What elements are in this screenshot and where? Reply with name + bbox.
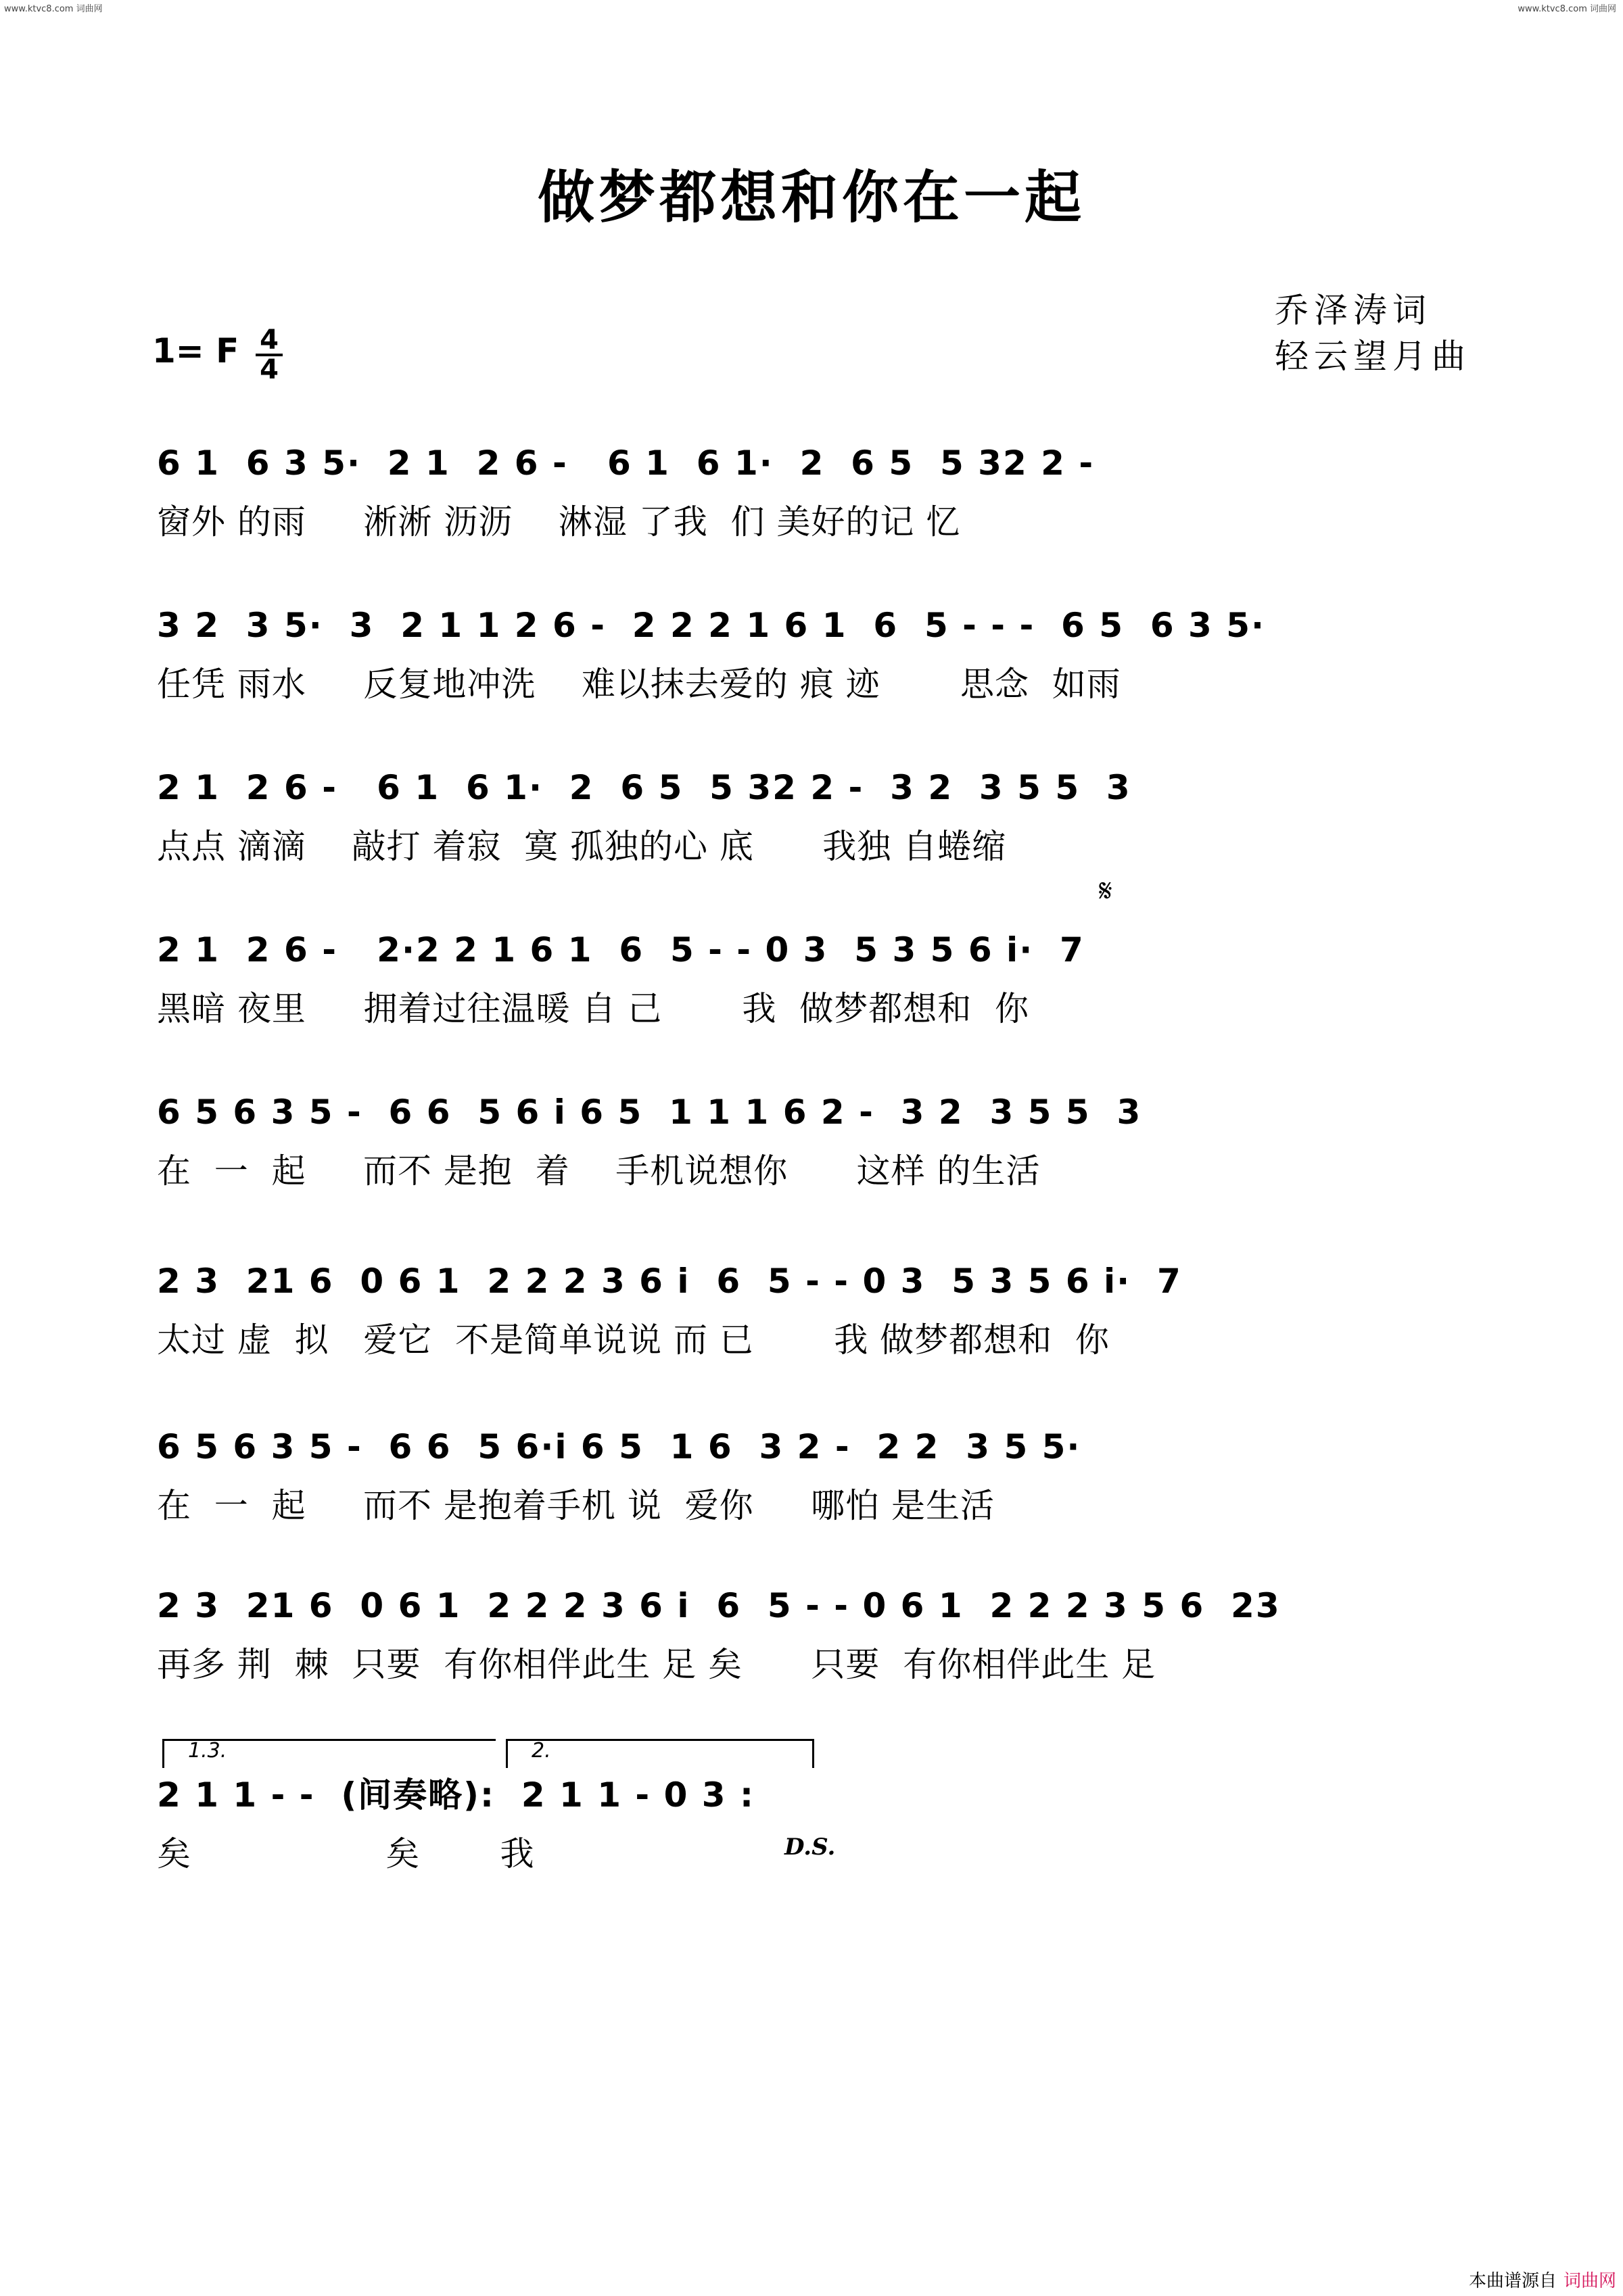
- footer-brand: 词曲网: [1563, 2271, 1616, 2291]
- lyrics-row-7: 在 一 起 而不 是抱着手机 说 爱你 哪怕 是生活: [157, 1486, 995, 1525]
- second-ending-bracket: [506, 1739, 814, 1768]
- score-row-8: [157, 1575, 1476, 1686]
- score-row-6: [157, 1251, 1476, 1362]
- notes-row-7: 6 5 6 3 5 - 6 6 5 6·i 6 5 1 6 3 2 - 2 2 3 5 5·: [157, 1427, 1081, 1466]
- lyrics-row-5: 在 一 起 而不 是抱 着 手机说想你 这样 的生活: [157, 1151, 1041, 1191]
- lyrics-row-8: 再多 荆 棘 只要 有你相伴此生 足 矣 只要 有你相伴此生 足: [157, 1645, 1156, 1684]
- ds-mark: D.S.: [784, 1834, 836, 1861]
- site-watermark-left: www.ktvc8.com 词曲网: [4, 4, 103, 14]
- score-row-3: [157, 757, 1476, 868]
- lyrics-row-1: 窗外 的雨 淅淅 沥沥 淋湿 了我 们 美好的记 忆: [157, 502, 961, 542]
- score-row-4: [157, 919, 1476, 1030]
- song-title: 做梦都想和你在一起: [537, 164, 1085, 231]
- second-ending-label: 2.: [532, 1739, 551, 1763]
- lyrics-row-2: 任凭 雨水 反复地冲洗 难以抹去爱的 痕 迹 思念 如雨: [157, 665, 1121, 704]
- notes-row-8: 2 3 21 6 0 6 1 2 2 2 3 6 i 6 5 - - 0 6 1 2 2 2 3 5 6 23: [157, 1586, 1281, 1625]
- time-bottom: 4: [260, 354, 279, 385]
- notes-row-2: 3 2 3 5· 3 2 1 1 2 6 - 2 2 2 1 6 1 6 5 - - - 6 5 6 3 5·: [157, 606, 1266, 645]
- lyrics-row-9: 矣 矣 我: [157, 1834, 535, 1873]
- notes-row-9: 2 1 1 - - (间奏略): 2 1 1 - 0 3 :: [157, 1775, 755, 1815]
- lyrics-row-3: 点点 滴滴 敲打 着寂 寞 孤独的心 底 我独 自蜷缩: [157, 827, 1007, 866]
- segno-mark: 𝄋: [1099, 872, 1112, 909]
- notes-row-3: 2 1 2 6 - 6 1 6 1· 2 6 5 5 32 2 - 3 2 3 5 5 3: [157, 768, 1131, 807]
- credits: [1275, 287, 1471, 379]
- footer: [1469, 2267, 1616, 2292]
- notes-row-4: 2 1 2 6 - 2·2 2 1 6 1 6 5 - - 0 3 5 3 5 6 i· 7: [157, 930, 1085, 970]
- score-row-5: [157, 1082, 1476, 1193]
- site-watermark-right: www.ktvc8.com 词曲网: [1518, 4, 1616, 14]
- notes-row-6: 2 3 21 6 0 6 1 2 2 2 3 6 i 6 5 - - 0 3 5 3 5 6 i· 7: [157, 1262, 1182, 1301]
- first-ending-label: 1.3.: [188, 1739, 227, 1763]
- lyrics-row-4: 黑暗 夜里 拥着过往温暖 自 己 我 做梦都想和 你: [157, 989, 1029, 1028]
- notes-row-1: 6 1 6 3 5· 2 1 2 6 - 6 1 6 1· 2 6 5 5 32 2 -: [157, 444, 1095, 483]
- time-signature: [256, 325, 283, 385]
- score-row-2: [157, 595, 1476, 706]
- time-top: 4: [260, 325, 279, 356]
- key-signature: 1= F: [152, 331, 239, 370]
- composer: 轻云望月曲: [1275, 337, 1471, 376]
- score-row-7: [157, 1416, 1476, 1527]
- footer-label: 本曲谱源自: [1468, 2271, 1557, 2291]
- lyrics-row-6: 太过 虚 拟 爱它 不是简单说说 而 已 我 做梦都想和 你: [157, 1320, 1110, 1360]
- score-row-1: [157, 433, 1476, 544]
- notes-row-5: 6 5 6 3 5 - 6 6 5 6 i 6 5 1 1 1 6 2 - 3 2 3 5 5 3: [157, 1093, 1142, 1132]
- lyricist: 乔泽涛词: [1275, 291, 1432, 330]
